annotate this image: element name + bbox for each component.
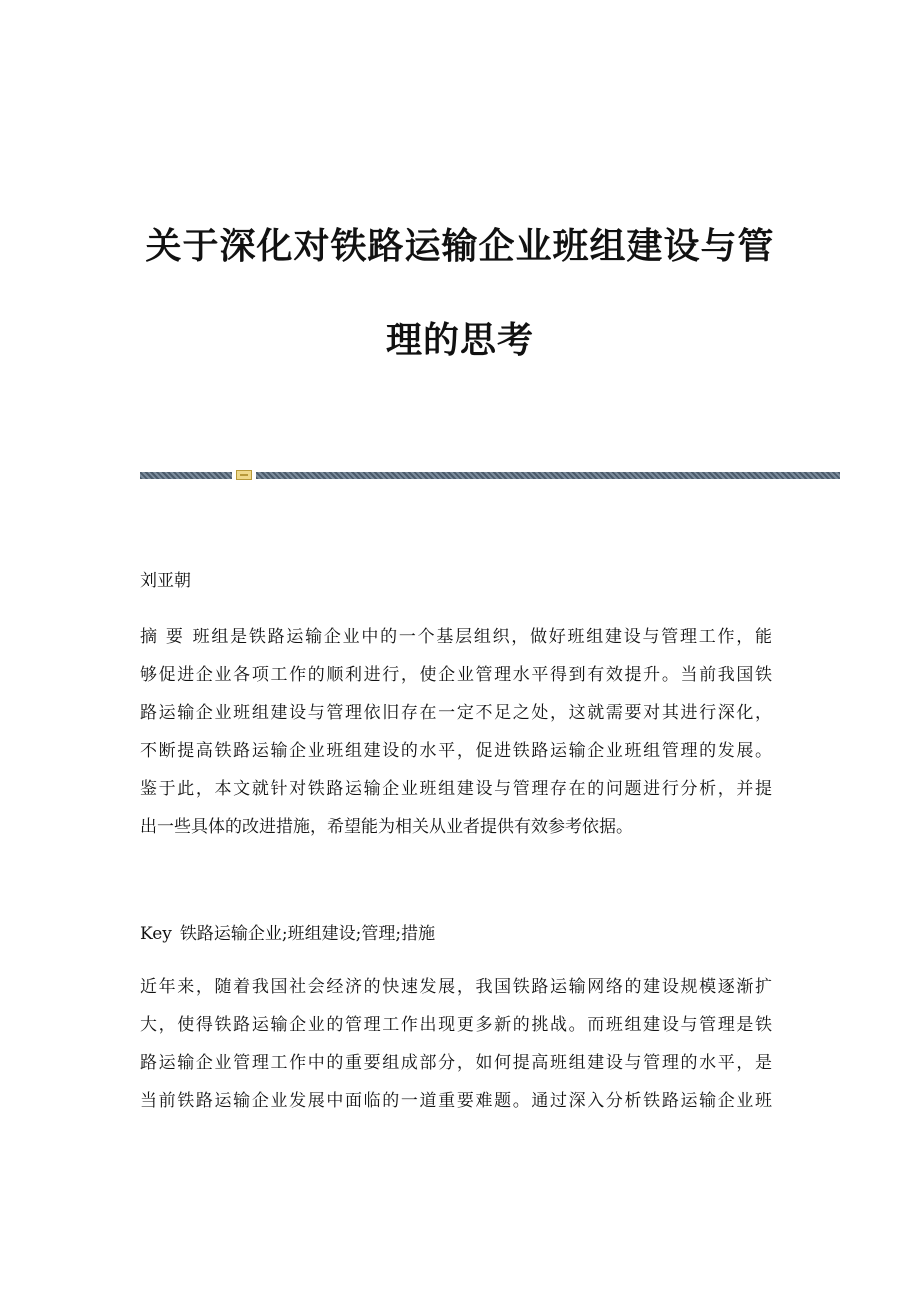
abstract-section [140, 618, 772, 846]
abstract-line: 路运输企业班组建设与管理依旧存在一定不足之处，这就需要对其进行深化， [140, 703, 772, 723]
intro-paragraph [140, 968, 772, 1120]
abstract-label: 摘 要 [140, 627, 185, 647]
keywords-label: Key [140, 924, 172, 944]
intro-line: 近年来，随着我国社会经济的快速发展，我国铁路运输网络的建设规模逐渐扩 [140, 977, 772, 997]
document-title-line-2: 理的思考 [385, 320, 534, 361]
intro-line: 路运输企业管理工作中的重要组成部分，如何提高班组建设与管理的水平，是 [140, 1053, 772, 1073]
abstract-line: 摘 要 班组是铁路运输企业中的一个基层组织，做好班组建设与管理工作，能 [140, 627, 772, 647]
divider-bar-left [140, 472, 232, 479]
divider-bar-right [256, 472, 840, 479]
author-name: 刘亚朝 [140, 571, 191, 591]
keywords-section [140, 915, 772, 953]
abstract-line: 鉴于此，本文就针对铁路运输企业班组建设与管理存在的问题进行分析，并提 [140, 779, 772, 799]
abstract-line: 够促进企业各项工作的顺利进行，使企业管理水平得到有效提升。当前我国铁 [140, 665, 772, 685]
document-title-line-1: 关于深化对铁路运输企业班组建设与管 [145, 226, 775, 267]
divider-ornament-icon [236, 470, 252, 480]
decorative-divider [140, 470, 840, 480]
intro-line: 大，使得铁路运输企业的管理工作出现更多新的挑战。而班组建设与管理是铁 [140, 1015, 772, 1035]
abstract-line: 不断提高铁路运输企业班组建设的水平，促进铁路运输企业班组管理的发展。 [140, 741, 772, 761]
abstract-line: 出一些具体的改进措施，希望能为相关从业者提供有效参考依据。 [140, 817, 633, 837]
intro-line: 当前铁路运输企业发展中面临的一道重要难题。通过深入分析铁路运输企业班 [140, 1091, 772, 1111]
keywords-text: 铁路运输企业;班组建设;管理;措施 [179, 924, 436, 944]
